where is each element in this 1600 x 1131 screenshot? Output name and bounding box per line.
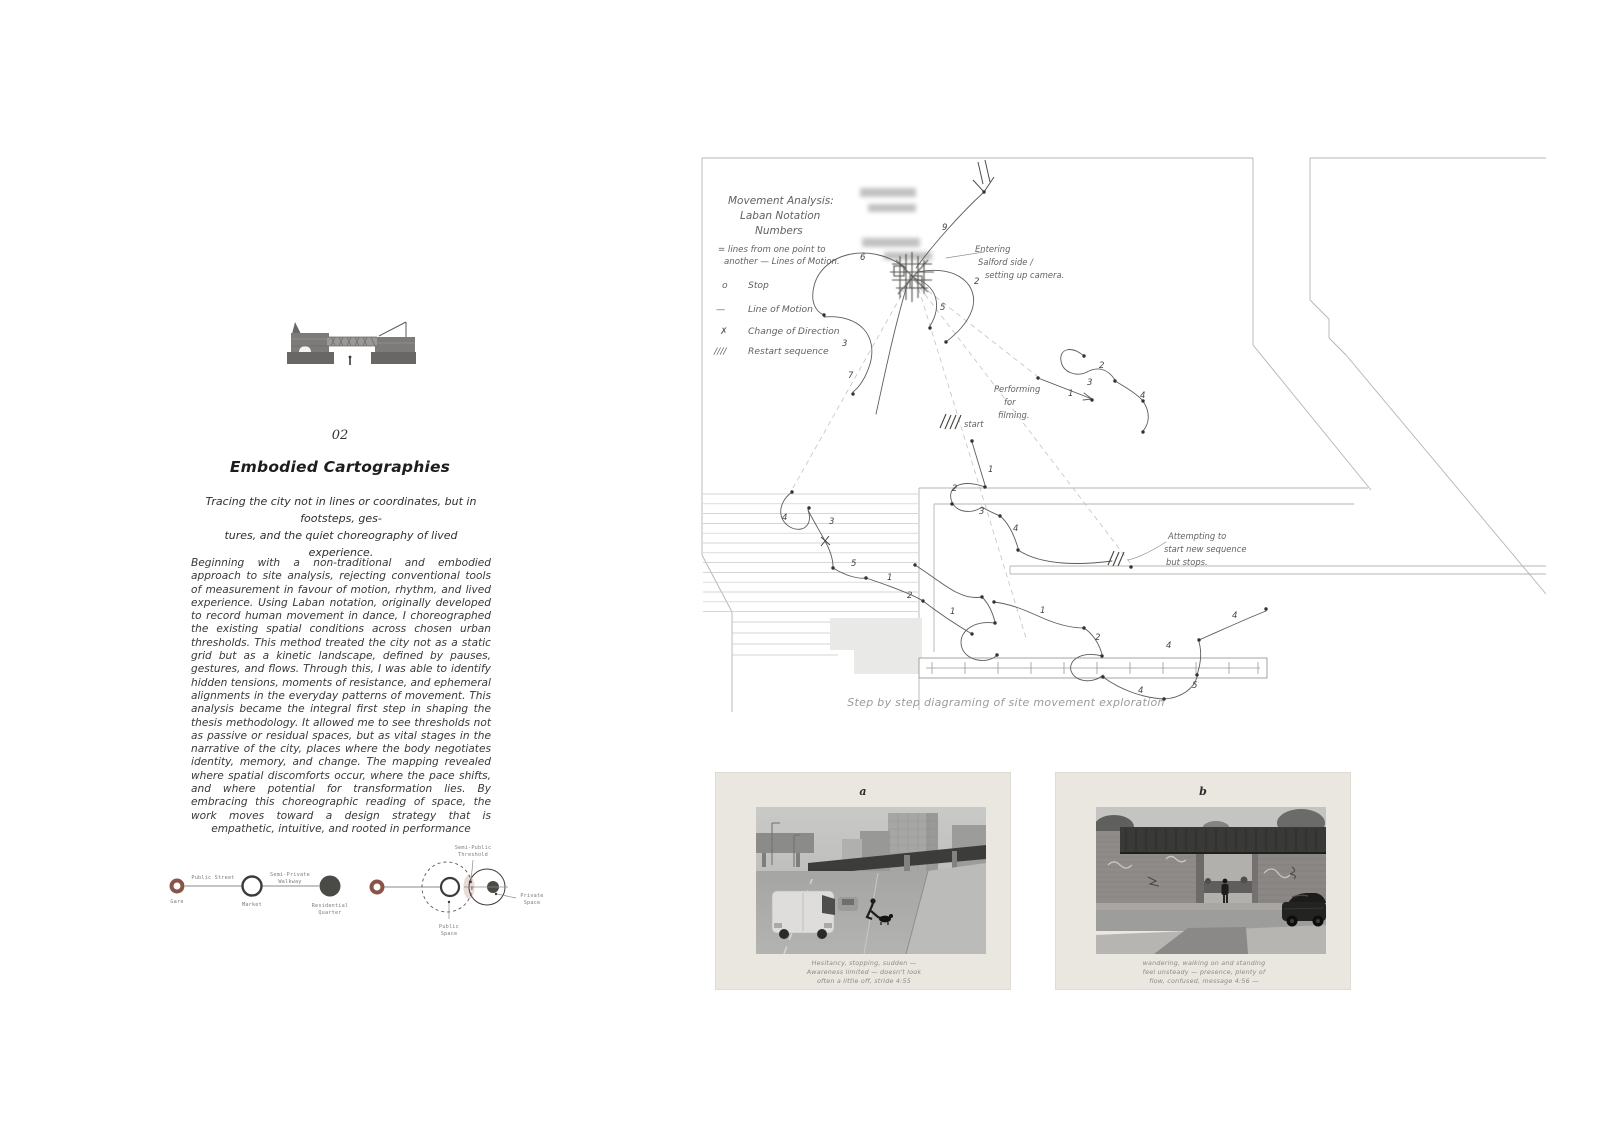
sequence-number: 4: [1013, 524, 1019, 534]
legend-label-restart: Restart sequence: [748, 346, 829, 357]
legend-label-change: Change of Direction: [748, 326, 840, 337]
sequence-number: 1: [988, 465, 994, 475]
subtitle-line: tures, and the quiet choreography of lived experience.: [224, 529, 458, 559]
scale-ruler: [919, 658, 1267, 678]
sequence-number: 1: [887, 573, 893, 583]
sequence-number: 1: [1068, 389, 1074, 399]
semi-public-label: Semi-Public: [454, 845, 492, 851]
svg-text:Threshold: Threshold: [458, 852, 488, 858]
svg-text:for: for: [1004, 397, 1016, 407]
legend-symbol-change: ✗: [720, 326, 728, 337]
sequence-number: 7: [848, 371, 854, 381]
sequence-number: 4: [1138, 686, 1144, 696]
sequence-number: 4: [1166, 641, 1172, 651]
photo-label-b: b: [1199, 785, 1207, 798]
sequence-number: 4: [1232, 611, 1238, 621]
sequence-number: 5: [851, 559, 857, 569]
svg-text:setting up camera.: setting up camera.: [985, 270, 1065, 280]
link-semi-private-label: Semi-Private: [270, 872, 310, 878]
sequence-number: 1: [950, 607, 956, 617]
smudged-notes: [860, 188, 932, 260]
body-paragraph: Beginning with a non-traditional and embodied approach to site analysis, rejecting conventional tools of measurement in favour of motion, rhythm, and lived experience. Using Laban notation, originally developed to record human movement in dance, I choreographed the existing spatial conditions across chosen urban thresholds. This method treated the city not as a static grid but as a kinetic landscape, defined by pauses, gestures, and flows. Through this, I was able to identify hidden tensions, moments of resistance, and ephemeral alignments in the everyday patterns of movement. This analysis became the integral first step in shaping the thesis methodology. It allowed me to see thresholds not as passive or residual spaces, but as vital stages in the narrative of the city, places where the body negotiates identity, memory, and change. The mapping revealed where spatial discomforts occur, where the pace shifts, and where potential for transformation lies. By embracing this choreographic reading of space, the work moves toward a design strategy that is empathetic, intuitive, and rooted in performance: [191, 557, 491, 835]
photo-a-street-scene: [756, 807, 986, 954]
sequence-number: 4: [1140, 391, 1146, 401]
sequence-number: 3: [979, 507, 985, 517]
sequence-number: 2: [1095, 633, 1101, 643]
node-market-label: Market: [242, 902, 262, 908]
sequence-number: 3: [829, 517, 835, 527]
sequence-number: 9: [942, 223, 948, 233]
svg-text:filming.: filming.: [998, 410, 1030, 420]
sequence-number: 1: [1040, 606, 1046, 616]
annotation-restart-word: start: [964, 419, 984, 429]
site-plan-lines: [702, 158, 1546, 712]
map-caption: Step by step diagraming of site movement exploration: [847, 696, 1165, 709]
subtitle-line: Tracing the city not in lines or coordinates, but in footsteps, ges-: [205, 495, 477, 525]
photo-card-a: [715, 772, 1011, 990]
legend-symbol-line: —: [716, 304, 726, 315]
sequence-number: 3: [842, 339, 848, 349]
plan-block: [854, 650, 922, 674]
legend-note: = lines from one point to: [718, 245, 826, 255]
bridge-section-image: [283, 316, 420, 372]
photo-b-viaduct-scene: [1096, 807, 1326, 954]
link-public-street-label: Public Street: [191, 875, 235, 881]
movement-map: [688, 152, 1548, 712]
sequence-number: 3: [1087, 378, 1093, 388]
sequence-number: 2: [907, 591, 913, 601]
svg-text:Space: Space: [523, 900, 541, 906]
node-gare-label: Gare: [170, 899, 184, 905]
svg-text:Space: Space: [440, 931, 458, 937]
sequence-number: 2: [974, 277, 980, 287]
svg-text:Laban Notation: Laban Notation: [740, 210, 821, 222]
white-van: [772, 891, 835, 939]
node-residential-circle: [320, 876, 341, 897]
figure-number: 02: [331, 428, 349, 443]
direction-change-marks: [821, 536, 830, 546]
annotation-attempting: Attempting to: [1168, 531, 1227, 541]
map-legend: [713, 195, 840, 357]
sequence-number: 5: [1192, 681, 1198, 691]
node-residential-label: Residential: [311, 903, 349, 909]
photo-card-b: [1055, 772, 1351, 990]
sequence-number: 5: [940, 303, 946, 313]
plan-block: [830, 618, 922, 650]
page-title: Embodied Cartographies: [229, 458, 451, 476]
photo-label-a: a: [859, 785, 867, 798]
threshold-diagram: [150, 835, 570, 945]
sequence-number: 2: [1099, 361, 1105, 371]
legend-symbol-restart: ////: [714, 346, 727, 357]
svg-text:Quarter: Quarter: [318, 910, 342, 916]
subtitle: [205, 493, 477, 561]
legend-label-stop: Stop: [748, 280, 769, 291]
map-annotations: [964, 244, 1247, 567]
svg-text:Salford side /: Salford side /: [978, 257, 1033, 267]
restart-marks: [940, 414, 1124, 566]
private-space-label: Private: [520, 893, 544, 899]
legend-title: Movement Analysis:: [728, 195, 834, 207]
annotation-performing: Performing: [994, 384, 1041, 394]
legend-symbol-stop: o: [722, 280, 728, 291]
svg-text:but stops.: but stops.: [1166, 557, 1208, 567]
node-gare-dot: [172, 881, 183, 892]
photo-a-caption: Hesitancy, stopping, sudden — Awareness limited — doesn't look often a little off, stride 4:55: [806, 959, 922, 985]
annotation-entering: Entering: [975, 244, 1011, 254]
svg-text:Numbers: Numbers: [755, 225, 803, 237]
node-market-circle: [243, 877, 262, 896]
sequence-number: 2: [952, 484, 958, 494]
sequence-number: 6: [860, 253, 866, 263]
sequence-number: 4: [782, 513, 788, 523]
photo-b-caption: wandering, walking on and standing feel unsteady — presence, plenty of flow, confused, message 4:56 —: [1142, 959, 1266, 985]
svg-text:start new sequence: start new sequence: [1164, 544, 1247, 554]
public-space-label: Public: [439, 924, 459, 930]
svg-text:another — Lines of Motion.: another — Lines of Motion.: [724, 257, 840, 267]
dashed-jump-lines: [793, 280, 1131, 638]
legend-label-line: Line of Motion: [748, 304, 813, 315]
svg-text:Walkway: Walkway: [278, 879, 302, 885]
entry-arrow-icon: [973, 160, 994, 192]
